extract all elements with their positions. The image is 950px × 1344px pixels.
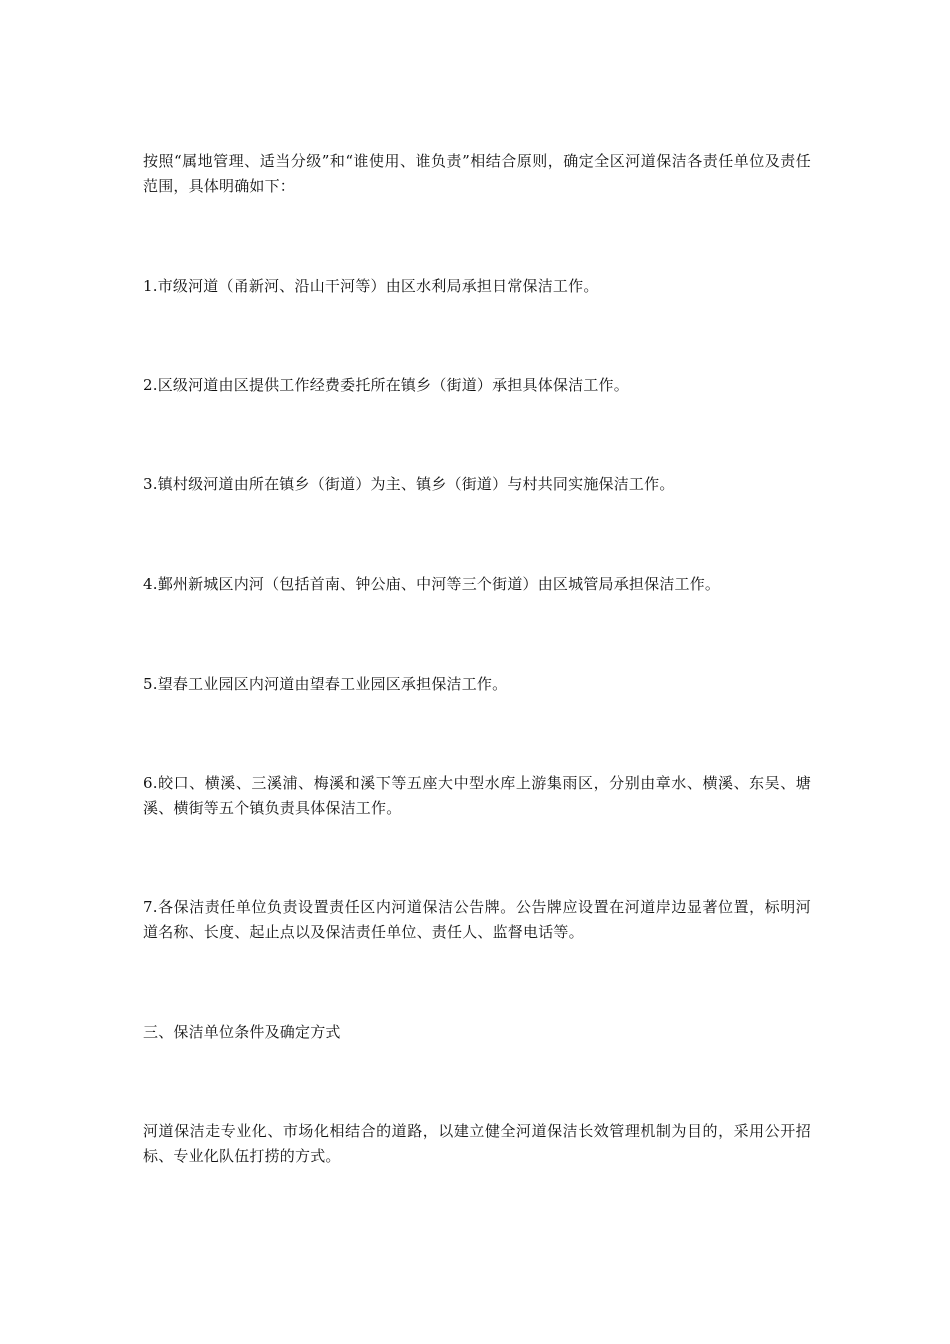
section-3-heading: 三、保洁单位条件及确定方式: [143, 1023, 341, 1041]
item-4-paragraph: 4.鄞州新城区内河（包括首南、钟公庙、中河等三个街道）由区城管局承担保洁工作。: [143, 575, 721, 593]
item-3-paragraph: 3.镇村级河道由所在镇乡（街道）为主、镇乡（街道）与村共同实施保洁工作。: [143, 475, 675, 493]
item-5-paragraph: 5.望春工业园区内河道由望春工业园区承担保洁工作。: [143, 675, 508, 693]
intro-paragraph: 按照“属地管理、适当分级”和“谁使用、谁负责”相结合原则，确定全区河道保洁各责任单位及责任范围，具体明确如下：: [143, 152, 811, 195]
section-3-paragraph: 河道保洁走专业化、市场化相结合的道路，以建立健全河道保洁长效管理机制为目的，采用公开招标、专业化队伍打捞的方式。: [143, 1122, 811, 1165]
item-7-paragraph: 7.各保洁责任单位负责设置责任区内河道保洁公告牌。公告牌应设置在河道岸边显著位置，标明河道名称、长度、起止点以及保洁责任单位、责任人、监督电话等。: [143, 898, 811, 941]
item-2-paragraph: 2.区级河道由区提供工作经费委托所在镇乡（街道）承担具体保洁工作。: [143, 376, 629, 394]
item-1-paragraph: 1.市级河道（甬新河、沿山干河等）由区水利局承担日常保洁工作。: [143, 277, 599, 295]
item-6-paragraph: 6.皎口、横溪、三溪浦、梅溪和溪下等五座大中型水库上游集雨区，分别由章水、横溪、东吴、塘溪、横街等五个镇负责具体保洁工作。: [143, 774, 811, 817]
